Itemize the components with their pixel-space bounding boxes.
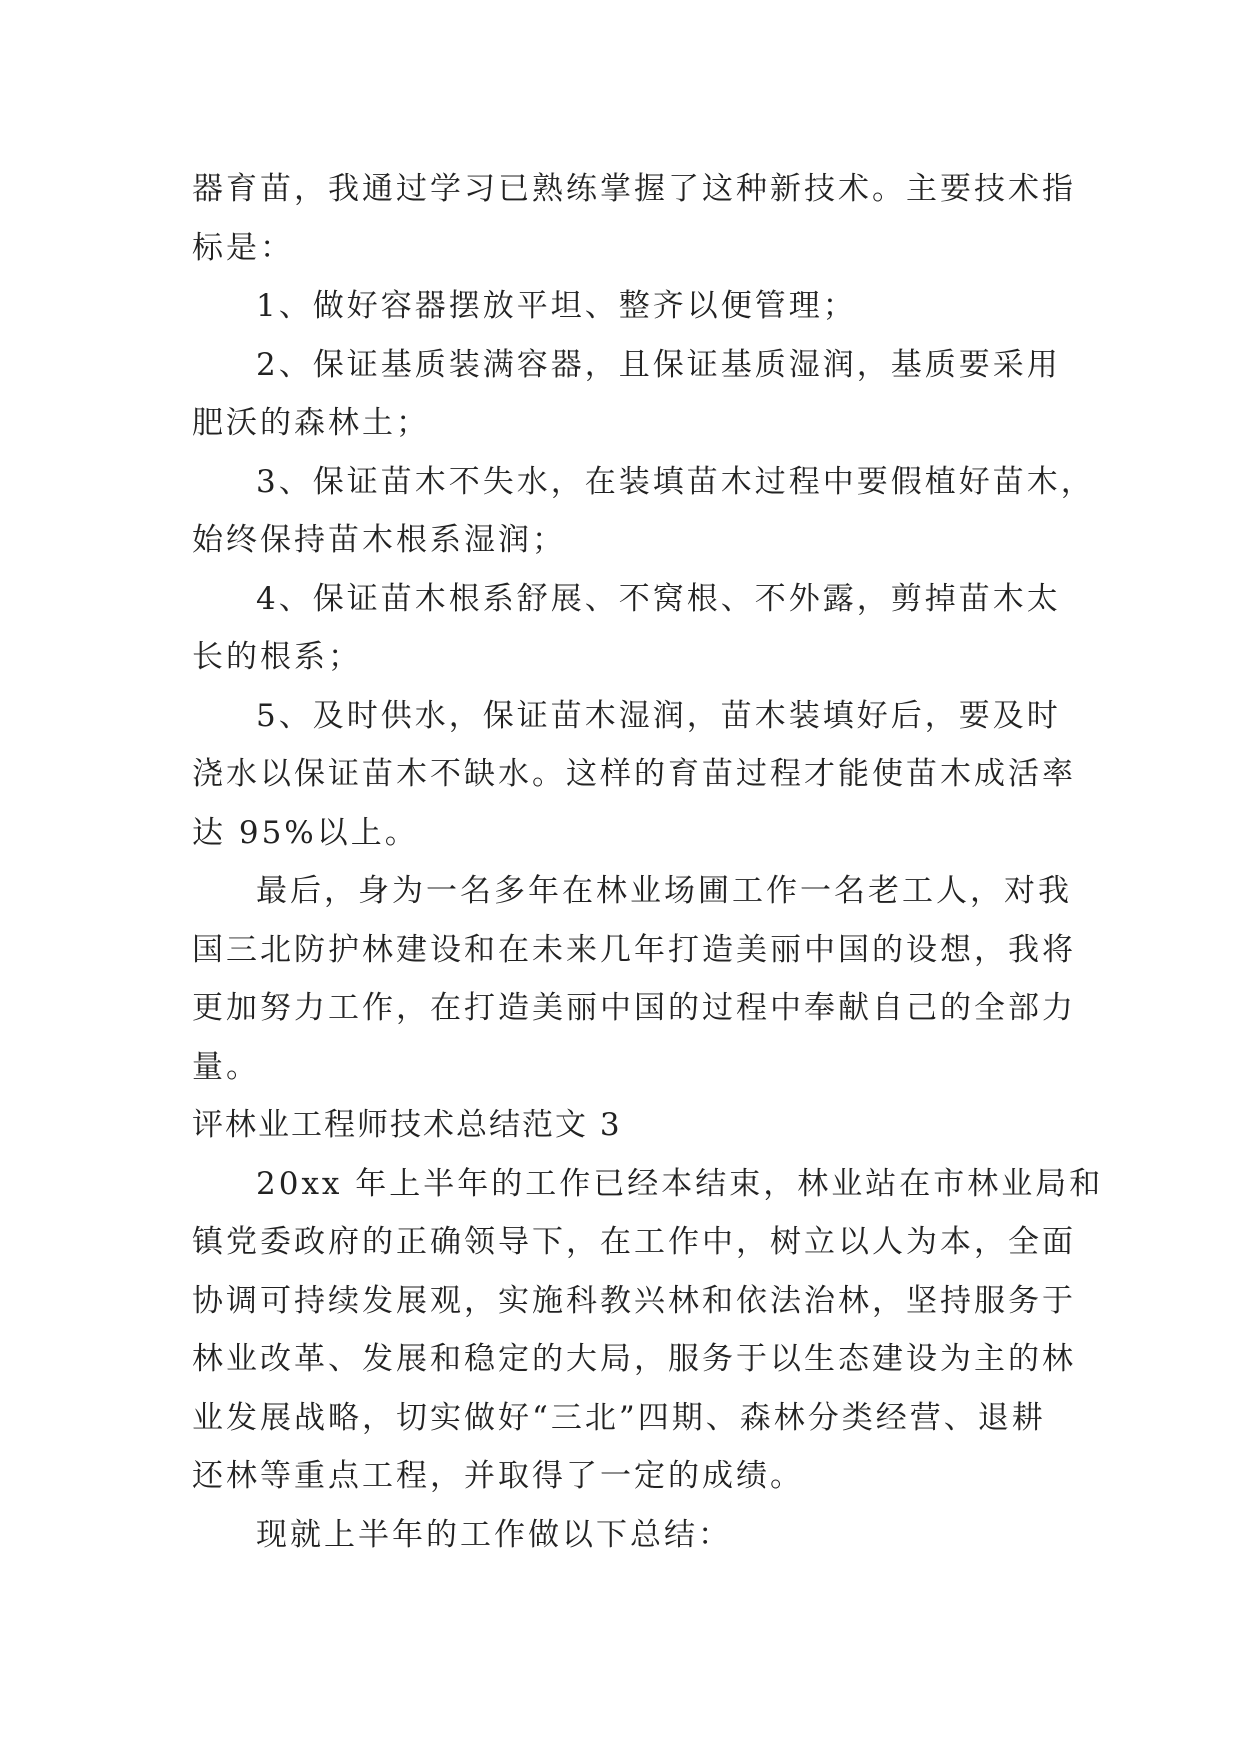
text-line: 1、做好容器摆放平坦、整齐以便管理； [256, 288, 857, 324]
paragraph-item-2 [192, 336, 1061, 453]
paragraph-intro [192, 1155, 1104, 1506]
paragraph-item-4 [192, 570, 1061, 687]
text-line: 4、保证苗木根系舒展、不窝根、不外露，剪掉苗木太 [256, 580, 1061, 617]
document-body [192, 160, 1104, 1564]
text-line: 量。 [192, 1048, 260, 1085]
text-line: 现就上半年的工作做以下总结： [256, 1516, 732, 1553]
text-line: 业发展战略，切实做好“三北”四期、森林分类经营、退耕 [192, 1399, 1046, 1436]
text-line: 更加努力工作，在打造美丽中国的过程中奉献自己的全部力 [192, 990, 1076, 1026]
text-line: 肥沃的森林土； [192, 405, 430, 441]
text-line: 达 95%以上。 [192, 814, 419, 851]
text-line: 20xx 年上半年的工作已经本结束，林业站在市林业局和 [256, 1165, 1104, 1202]
paragraph-item-5 [192, 687, 1076, 863]
paragraph-container-1 [192, 160, 1076, 277]
text-line: 标是： [192, 229, 294, 266]
text-line: 长的根系； [192, 639, 362, 675]
paragraph-summary-lead [192, 1506, 1052, 1565]
text-line: 浇水以保证苗木不缺水。这样的育苗过程才能使苗木成活率 [192, 756, 1076, 792]
text-line: 始终保持苗木根系湿润； [192, 522, 566, 558]
paragraph-conclusion [192, 862, 1076, 1096]
paragraph-item-1 [192, 277, 1052, 336]
text-line: 最后，身为一名多年在林业场圃工作一名老工人，对我 [256, 873, 1072, 909]
text-line: 林业改革、发展和稳定的大局，服务于以生态建设为主的林 [192, 1341, 1076, 1377]
section-heading: 评林业工程师技术总结范文 3 [192, 1107, 622, 1143]
text-line: 协调可持续发展观，实施科教兴林和依法治林，坚持服务于 [192, 1282, 1076, 1319]
text-line: 5、及时供水，保证苗木湿润，苗木装填好后，要及时 [256, 697, 1061, 734]
text-line: 2、保证基质装满容器，且保证基质湿润，基质要采用 [256, 346, 1061, 383]
text-line: 3、保证苗木不失水，在装填苗木过程中要假植好苗木， [256, 463, 1095, 500]
text-line: 国三北防护林建设和在未来几年打造美丽中国的设想，我将 [192, 931, 1076, 968]
text-line: 镇党委政府的正确领导下，在工作中，树立以人为本，全面 [192, 1224, 1076, 1260]
text-line: 器育苗，我通过学习已熟练掌握了这种新技术。主要技术指 [192, 171, 1076, 207]
paragraph-item-3 [192, 453, 1095, 570]
text-line: 还林等重点工程，并取得了一定的成绩。 [192, 1458, 804, 1494]
